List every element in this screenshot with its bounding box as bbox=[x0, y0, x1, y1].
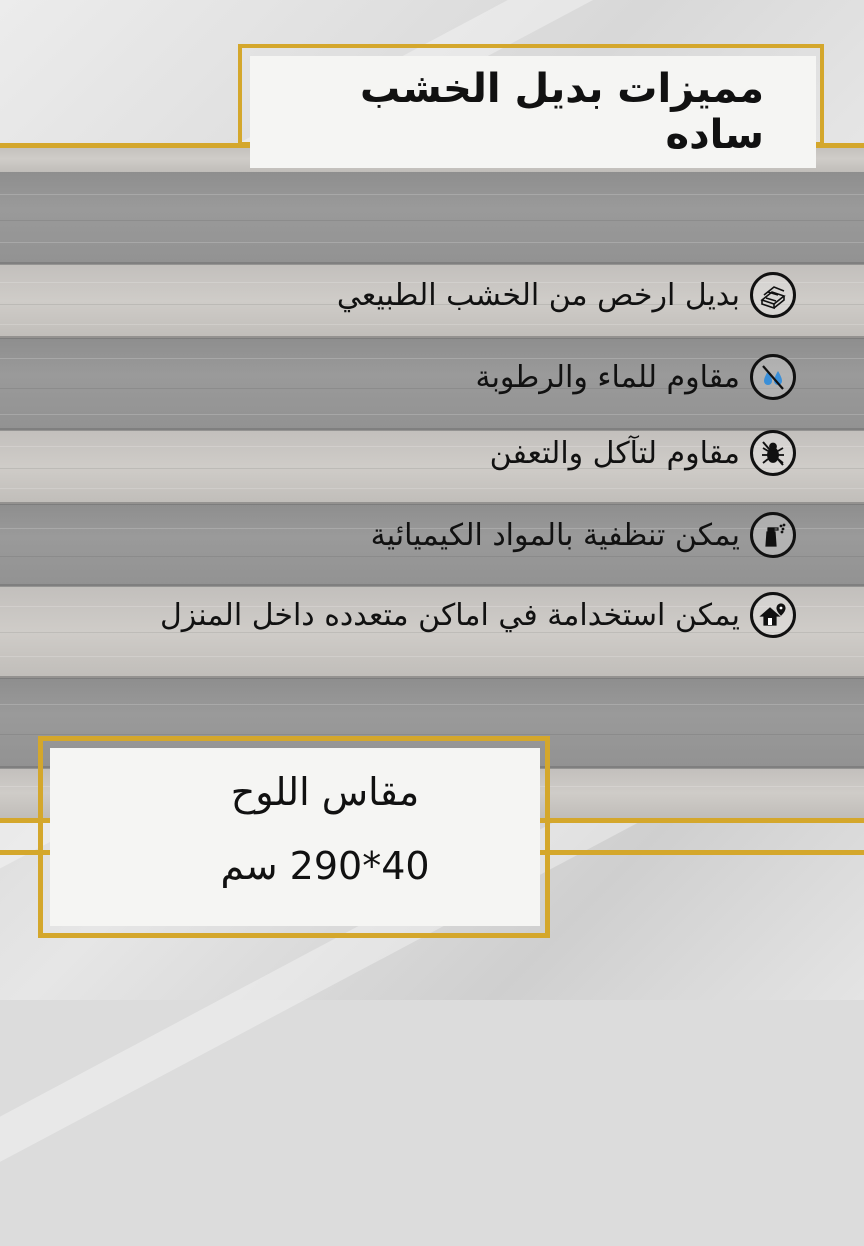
feature-text: بديل ارخص من الخشب الطبيعي bbox=[336, 277, 740, 313]
wood-planks-icon bbox=[750, 272, 796, 318]
gold-line-bottom-right-2 bbox=[540, 850, 864, 855]
bug-icon bbox=[750, 430, 796, 476]
feature-item bbox=[490, 430, 796, 476]
gold-line-bottom-right bbox=[540, 818, 864, 823]
feature-text: يمكن تنظفية بالمواد الكيميائية bbox=[370, 517, 740, 553]
feature-item bbox=[371, 512, 796, 558]
title-box bbox=[250, 56, 816, 168]
feature-item bbox=[337, 272, 796, 318]
gold-line-top bbox=[0, 143, 250, 148]
size-box bbox=[50, 748, 540, 926]
feature-text: مقاوم للماء والرطوبة bbox=[475, 359, 740, 395]
feature-item bbox=[475, 354, 796, 400]
spray-bottle-icon bbox=[750, 512, 796, 558]
size-value: 40*290 سم bbox=[220, 844, 430, 888]
size-title: مقاس اللوح bbox=[230, 770, 420, 814]
water-drops-icon bbox=[750, 354, 796, 400]
feature-item bbox=[160, 592, 796, 638]
page-title: مميزات بديل الخشب ساده bbox=[359, 66, 764, 158]
feature-text: مقاوم لتآكل والتعفن bbox=[489, 435, 740, 471]
home-location-icon bbox=[750, 592, 796, 638]
feature-text: يمكن استخدامة في اماكن متعدده داخل المنزل bbox=[159, 597, 740, 633]
